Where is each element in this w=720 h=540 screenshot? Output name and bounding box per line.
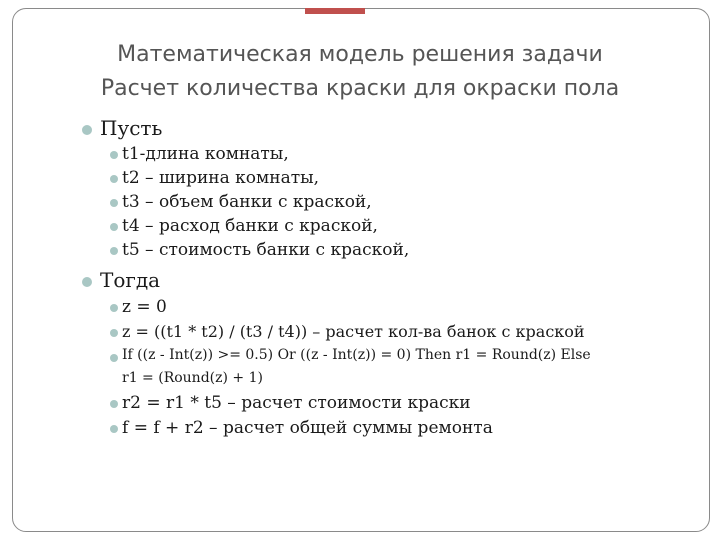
title-line-1: Математическая модель решения задачи <box>117 42 603 67</box>
bullet-icon <box>110 400 118 408</box>
title-line-2: Расчет количества краски для окраски пола <box>100 76 620 101</box>
bullet-icon <box>110 247 118 255</box>
section1-item-5: t5 – стоимость банки с краской, <box>122 240 410 260</box>
bullet-icon <box>110 175 118 183</box>
section1-heading: Пусть <box>100 116 163 140</box>
section2-item-4: r2 = r1 * t5 – расчет стоимости краски <box>122 393 471 413</box>
bullet-icon <box>110 199 118 207</box>
bullet-icon <box>82 125 92 135</box>
bullet-icon <box>110 223 118 231</box>
bullet-icon <box>110 151 118 159</box>
section2-item-3: If ((z - Int(z)) >= 0.5) Or ((z - Int(z)) = 0) Then r1 = Round(z) Else <box>122 347 591 363</box>
bullet-icon <box>110 304 118 312</box>
section1-item-1: t1-длина комнаты, <box>122 144 289 164</box>
section2-heading: Тогда <box>100 268 161 292</box>
section1-item-4: t4 – расход банки с краской, <box>122 216 378 236</box>
slide-title <box>0 38 720 106</box>
bullet-icon <box>110 425 118 433</box>
section2-item-1: z = 0 <box>122 297 167 317</box>
section2-item-3-continued: r1 = (Round(z) + 1) <box>122 370 263 386</box>
bullet-icon <box>110 329 118 337</box>
bullet-icon <box>82 277 92 287</box>
bullet-icon <box>110 354 118 362</box>
slide-accent-tab <box>305 8 365 14</box>
section1-item-2: t2 – ширина комнаты, <box>122 168 320 188</box>
section2-item-2: z = ((t1 * t2) / (t3 / t4)) – расчет кол-ва банок с краской <box>122 322 585 341</box>
section2-item-5: f = f + r2 – расчет общей суммы ремонта <box>122 418 493 438</box>
section1-item-3: t3 – объем банки с краской, <box>122 192 372 212</box>
